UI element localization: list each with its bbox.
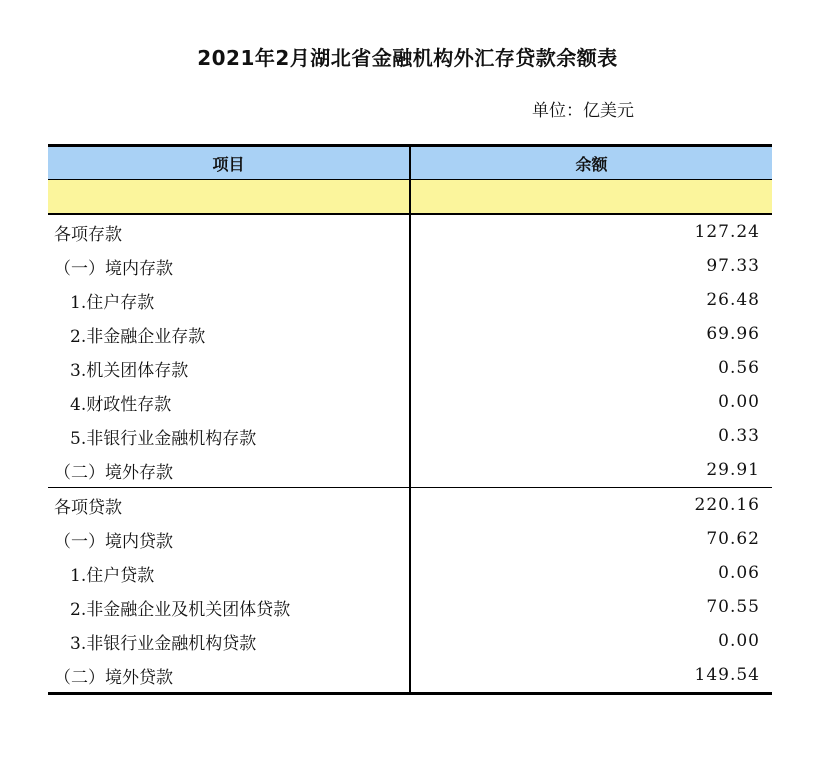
row-value: 0.33: [410, 419, 772, 453]
table-row: [48, 624, 772, 658]
row-value: 26.48: [410, 283, 772, 317]
table-row: [48, 590, 772, 624]
row-value: 0.00: [410, 385, 772, 419]
table-row: [48, 214, 772, 249]
table-row: [48, 317, 772, 351]
row-label: 4.财政性存款: [70, 394, 172, 415]
row-value: 127.24: [410, 214, 772, 249]
column-header-balance: 余额: [410, 146, 772, 180]
row-label: 1.住户贷款: [70, 565, 155, 586]
header-band: [48, 180, 772, 215]
column-header-item: 项目: [48, 146, 410, 180]
row-value: 0.06: [410, 556, 772, 590]
table-row: [48, 419, 772, 453]
table-row: [48, 488, 772, 523]
row-value: 220.16: [410, 488, 772, 523]
page-title: 2021年2月湖北省金融机构外汇存贷款余额表: [197, 46, 618, 70]
table-row: [48, 522, 772, 556]
table-row: [48, 658, 772, 694]
row-label: （一）境内存款: [54, 258, 173, 279]
table-row: [48, 385, 772, 419]
row-value: 69.96: [410, 317, 772, 351]
unit-label: 单位：亿美元: [532, 101, 634, 121]
balance-table: [48, 144, 772, 695]
row-label: 2.非金融企业及机关团体贷款: [70, 599, 291, 620]
deposits-group: [48, 214, 772, 488]
row-value: 0.00: [410, 624, 772, 658]
row-value: 149.54: [410, 658, 772, 694]
row-label: 1.住户存款: [70, 292, 155, 313]
row-label: （二）境外贷款: [48, 658, 410, 694]
row-value: 70.55: [410, 590, 772, 624]
loans-group: [48, 488, 772, 694]
header-band-cell: [48, 180, 410, 215]
row-label: 各项贷款: [54, 497, 122, 518]
table-row: [48, 249, 772, 283]
table-row: [48, 283, 772, 317]
table-row: [48, 351, 772, 385]
row-value: 97.33: [410, 249, 772, 283]
table-header-row: [48, 146, 772, 180]
row-label: 3.机关团体存款: [70, 360, 189, 381]
table-row: [48, 556, 772, 590]
row-value: 0.56: [410, 351, 772, 385]
row-value: 29.91: [410, 453, 772, 488]
header-band-cell: [410, 180, 772, 215]
row-label: （二）境外存款: [48, 453, 410, 488]
row-label: 5.非银行业金融机构存款: [70, 428, 257, 449]
row-label: 3.非银行业金融机构贷款: [70, 633, 257, 654]
row-label: （一）境内贷款: [54, 531, 173, 552]
row-label: 2.非金融企业存款: [70, 326, 206, 347]
row-value: 70.62: [410, 522, 772, 556]
table-row: [48, 453, 772, 488]
row-label: 各项存款: [54, 224, 122, 245]
